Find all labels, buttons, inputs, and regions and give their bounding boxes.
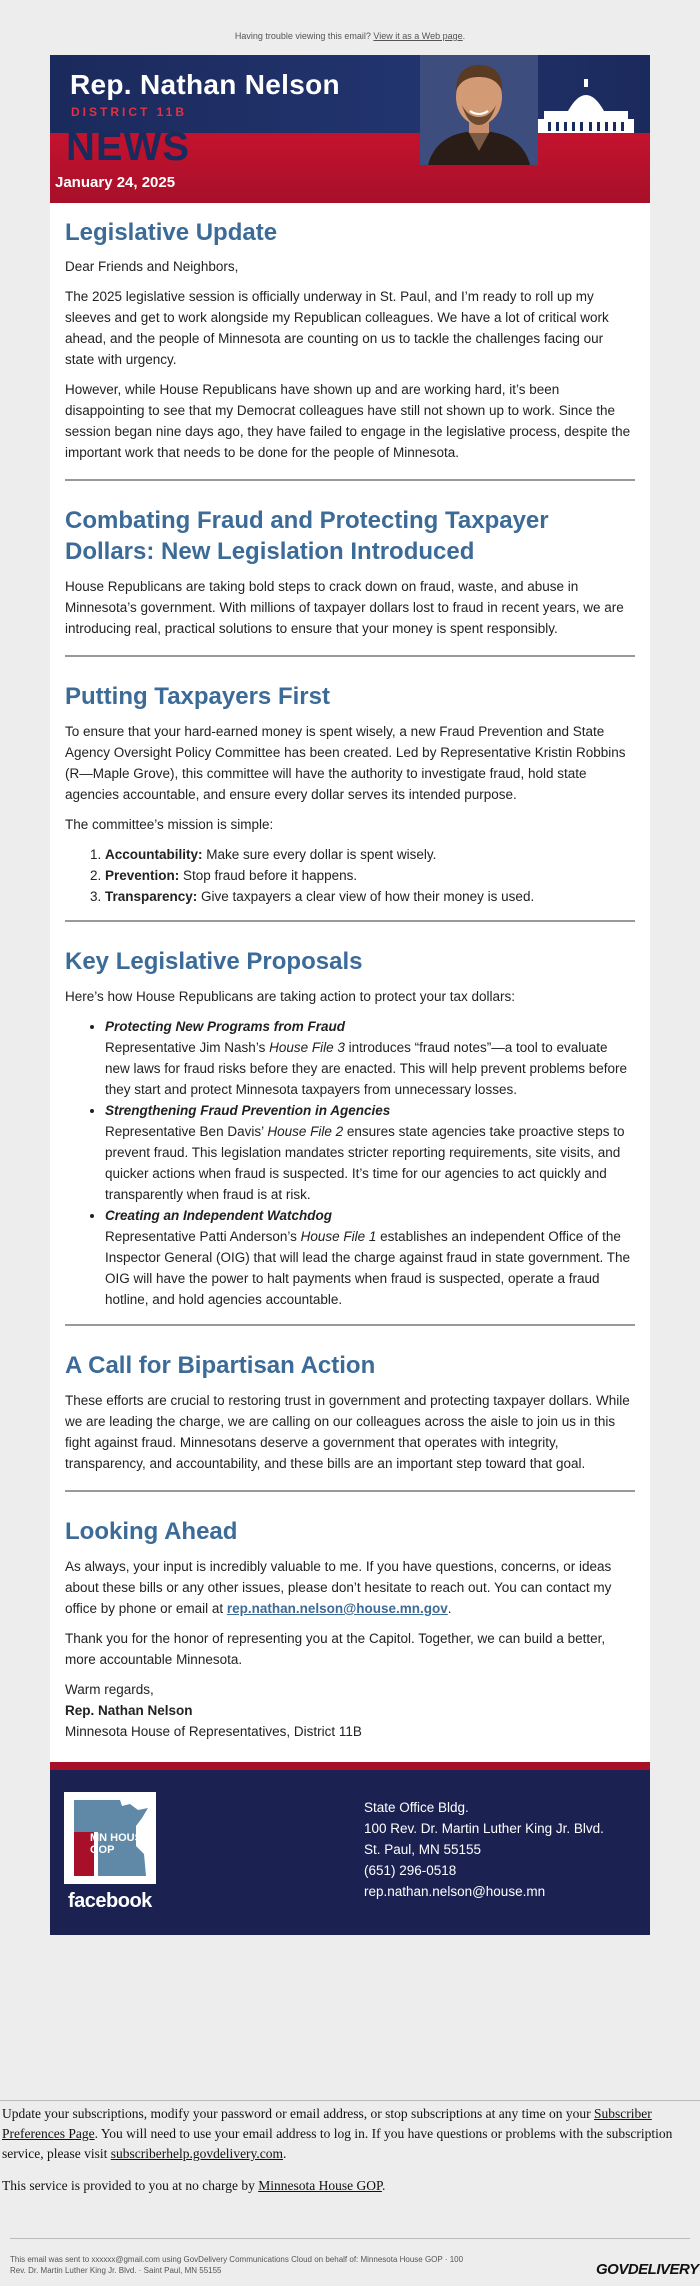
proposals-list (65, 1016, 635, 1310)
subscriber-help-link[interactable]: subscriberhelp.govdelivery.com (110, 2146, 284, 2161)
sub-text: Update your subscriptions, modify your password or email address, or stop subscriptions at any time on your (2, 2106, 595, 2121)
govdelivery-logo[interactable]: GOVDELIVERY (596, 2261, 699, 2278)
header-banner (50, 55, 650, 203)
subscriber-preferences-link[interactable]: Subscriber Preferences Page (2, 2106, 652, 2141)
email-body (50, 55, 650, 1935)
preheader-text: Having trouble viewing this email? (234, 31, 374, 41)
item-label: Prevention: (105, 868, 180, 883)
web-view-link[interactable]: View it as a Web page (373, 31, 463, 41)
preheader (0, 0, 700, 55)
representative-photo (420, 55, 538, 165)
office-email-link[interactable]: rep.nathan.nelson@house.mn.gov (226, 1601, 448, 1616)
greeting: Dear Friends and Neighbors, (65, 259, 239, 274)
paragraph: House Republicans are taking bold steps to crack down on fraud, waste, and abuse in Minnesota’s government. With millions of taxpayer dollars lost to fraud in recent years, we are introducing real, practical solutions to ensure that your money is spent responsibly. (65, 579, 624, 636)
item-label: Accountability: (105, 847, 203, 862)
house-gop-link[interactable]: Minnesota House GOP (258, 2178, 382, 2193)
proposal-text: ensures state agencies take proactive steps to prevent fraud. This legislation mandates stricter reporting requirements, site visits, and quicker actions when fraud is suspected. It’s time for our agencies to act quickly and transparently when fraud is at risk. (105, 1124, 625, 1202)
contact-text-end: . (447, 1601, 452, 1616)
sub-text: . (381, 2178, 386, 2193)
banner-name: Rep. Nathan Nelson (70, 69, 340, 100)
list-item (105, 1100, 635, 1205)
address-line: State Office Bldg. (364, 1800, 469, 1815)
address-line: St. Paul, MN 55155 (364, 1842, 482, 1857)
proposal-heading: Creating an Independent Watchdog (105, 1208, 333, 1223)
bill-name: House File 3 (269, 1040, 345, 1055)
section-title-key-proposals: Key Legislative Proposals (65, 948, 363, 975)
proposal-text: Representative Jim Nash’s (105, 1040, 270, 1055)
proposal-text: introduces “fraud notes”—a tool to evaluate new laws for fraud risks before they are enacted. This will help prevent problems before they start and protect Minnesota taxpayers from unnecessary losses. (105, 1040, 628, 1097)
banner-news: NEWS (66, 125, 190, 169)
address-line: 100 Rev. Dr. Martin Luther King Jr. Blvd. (364, 1821, 604, 1836)
section-title-bipartisan-action: A Call for Bipartisan Action (65, 1352, 376, 1379)
logo-text: MN HOUSE GOP (90, 1832, 150, 1856)
proposal-text: establishes an independent Office of the Inspector General (OIG) that will lead the charge against fraud in state government. The OIG will have the power to halt payments when fraud is suspected, operate a fraud hotline, and hold agencies accountable. (105, 1229, 631, 1307)
mission-list (65, 844, 635, 907)
paragraph: These efforts are crucial to restoring trust in government and protecting taxpayer dollars. While we are leading the charge, we are calling on our colleagues across the aisle to join us in this fight against fraud. Minnesotans deserve a government that operates with integrity, transparency, and accountability, and these bills are an important step toward that goal. (65, 1393, 630, 1471)
phone-number: (651) 296-0518 (364, 1863, 457, 1878)
paragraph (65, 1556, 635, 1619)
fine-print-line: Rev. Dr. Martin Luther King Jr. Blvd. · Saint Paul, MN 55155 (10, 2266, 222, 2275)
divider (0, 2100, 700, 2101)
proposal-heading: Strengthening Fraud Prevention in Agencies (105, 1103, 391, 1118)
list-item (105, 844, 635, 865)
paragraph: However, while House Republicans have shown up and are working hard, it’s been disappointing to see that my Democrat colleagues have still not shown up to work. Since the session began nine days ago, they have failed to engage in the legislative process, despite the important work that needs to be done for the people of Minnesota. (65, 382, 631, 460)
paragraph: Here’s how House Republicans are taking action to protect your tax dollars: (65, 989, 515, 1004)
contact-text: As always, your input is incredibly valuable to me. If you have questions, concerns, or ideas about these bills or any other issues, please don’t hesitate to reach out. You can contact my office by phone or email at (65, 1559, 612, 1616)
item-text: Stop fraud before it happens. (179, 868, 358, 883)
facebook-link[interactable]: facebook (68, 1890, 152, 1912)
divider (10, 2238, 690, 2239)
office-address (364, 1797, 604, 1902)
capitol-icon (534, 77, 638, 137)
section-title-legislative-update: Legislative Update (65, 219, 278, 246)
paragraph: The committee’s mission is simple: (65, 817, 274, 832)
paragraph: The 2025 legislative session is officially underway in St. Paul, and I’m ready to roll up my sleeves and get to work alongside my Republican colleagues. We have a lot of critical work ahead, and the people of Minnesota are counting on us to tackle the challenges facing our state with urgency. (65, 289, 609, 367)
section-title-looking-ahead: Looking Ahead (65, 1518, 238, 1545)
signature-title: Minnesota House of Representatives, District 11B (65, 1724, 362, 1739)
proposal-text: Representative Patti Anderson’s (105, 1229, 301, 1244)
fine-print (10, 2254, 610, 2276)
newsletter-content (50, 203, 650, 1762)
signature-name: Rep. Nathan Nelson (65, 1703, 193, 1718)
sub-text: . (283, 2146, 287, 2161)
list-item (105, 886, 635, 907)
subscription-footer (0, 2100, 700, 2196)
bill-name: House File 1 (300, 1229, 377, 1244)
list-item (105, 1205, 635, 1310)
service-text (0, 2176, 700, 2196)
bill-name: House File 2 (267, 1124, 344, 1139)
item-label: Transparency: (105, 889, 198, 904)
list-item (105, 1016, 635, 1100)
paragraph: Thank you for the honor of representing you at the Capitol. Together, we can build a better, more accountable Minnesota. (65, 1631, 606, 1667)
list-item (105, 865, 635, 886)
proposal-text: Representative Ben Davis’ (105, 1124, 268, 1139)
fine-print-line: This email was sent to xxxxxx@gmail.com using GovDelivery Communications Cloud on behalf of: Minnesota House GOP · 100 (10, 2255, 464, 2264)
sub-text: This service is provided to you at no charge by (2, 2178, 259, 2193)
newsletter-date: January 24, 2025 (55, 174, 176, 191)
proposal-heading: Protecting New Programs from Fraud (105, 1019, 346, 1034)
section-title-combating-fraud: Combating Fraud and Protecting Taxpayer Dollars: New Legislation Introduced (65, 507, 549, 565)
subscription-text (0, 2104, 700, 2164)
footer-band (50, 1762, 650, 1935)
closing: Warm regards, (65, 1682, 154, 1697)
banner-district: DISTRICT 11B (71, 105, 188, 119)
sub-text: . You will need to use your email address to log in. If you have questions or problems with the subscription service, please visit (2, 2126, 673, 2161)
item-text: Make sure every dollar is spent wisely. (202, 847, 437, 862)
preheader-suffix: . (462, 31, 466, 41)
section-title-taxpayers-first: Putting Taxpayers First (65, 683, 330, 710)
item-text: Give taxpayers a clear view of how their money is used. (197, 889, 535, 904)
footer-email[interactable]: rep.nathan.nelson@house.mn (364, 1884, 546, 1899)
paragraph: To ensure that your hard-earned money is spent wisely, a new Fraud Prevention and State Agency Oversight Policy Committee has been created. Led by Representative Kristin Robbins (R—Maple Grove), this committee will have the authority to investigate fraud, hold state agencies accountable, and ensure every dollar serves its intended purpose. (65, 724, 626, 802)
